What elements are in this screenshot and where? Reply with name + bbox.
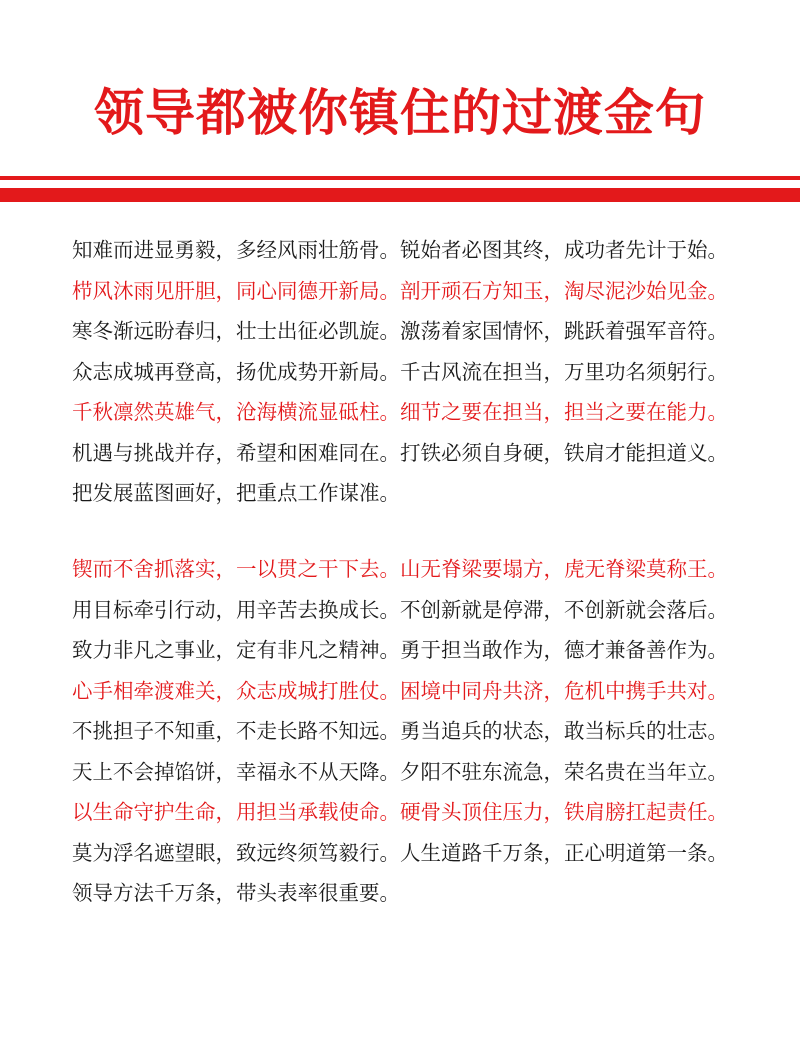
paragraph-one <box>72 230 772 514</box>
text-line: 心手相牵渡难关，众志成城打胜仗。困境中同舟共济，危机中携手共对。 <box>72 678 728 703</box>
text-line: 锲而不舍抓落实，一以贯之干下去。山无脊梁要塌方，虎无脊梁莫称王。 <box>72 557 728 581</box>
text-line: 机遇与挑战并存，希望和困难同在。打铁必须自身硬，铁肩才能担道义。 <box>72 440 728 465</box>
text-line: 用目标牵引行动，用辛苦去换成长。不创新就是停滞，不创新就会落后。 <box>72 597 728 622</box>
paragraph-two <box>72 549 772 914</box>
text-line: 致力非凡之事业，定有非凡之精神。勇于担当敢作为，德才兼备善作为。 <box>72 638 728 662</box>
text-line: 栉风沐雨见肝胆，同心同德开新局。剖开顽石方知玉，淘尽泥沙始见金。 <box>72 278 728 303</box>
page-title: 领导都被你镇住的过渡金句 <box>94 83 706 142</box>
text-line: 天上不会掉馅饼，幸福永不从天降。夕阳不驻东流急，荣名贵在当年立。 <box>72 759 728 784</box>
text-line: 不挑担子不知重，不走长路不知远。勇当追兵的状态，敢当标兵的壮志。 <box>72 719 728 743</box>
text-line: 以生命守护生命，用担当承载使命。硬骨头顶住压力，铁肩膀扛起责任。 <box>72 800 728 824</box>
text-line: 千秋凛然英雄气，沧海横流显砥柱。细节之要在担当，担当之要在能力。 <box>72 400 728 424</box>
text-line: 众志成城再登高，扬优成势开新局。千古风流在担当，万里功名须躬行。 <box>72 359 728 384</box>
text-line: 领导方法千万条，带头表率很重要。 <box>72 881 400 905</box>
text-line: 把发展蓝图画好，把重点工作谋准。 <box>72 481 400 505</box>
top-thin-rule <box>0 176 800 180</box>
text-line: 莫为浮名遮望眼，致远终须笃毅行。人生道路千万条，正心明道第一条。 <box>72 840 728 865</box>
text-line: 知难而进显勇毅，多经风雨壮筋骨。锐始者必图其终，成功者先计于始。 <box>72 238 728 262</box>
thick-rule <box>0 188 800 202</box>
text-line: 寒冬渐远盼春归，壮士出征必凯旋。激荡着家国情怀，跳跃着强军音符。 <box>72 319 728 343</box>
